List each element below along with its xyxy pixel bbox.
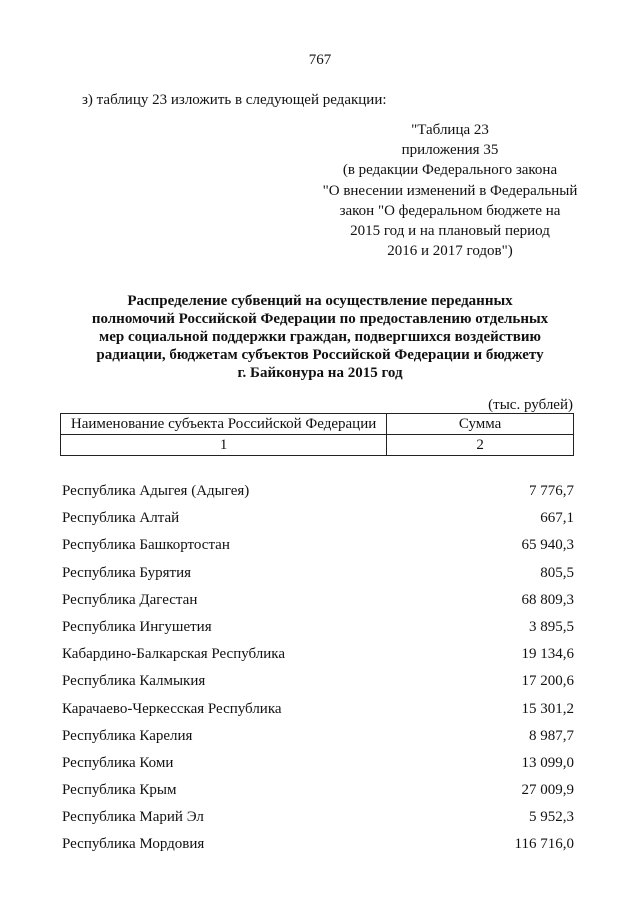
region-amount: 65 940,3 <box>521 537 574 554</box>
region-name: Республика Калмыкия <box>62 673 206 690</box>
document-title <box>40 292 600 382</box>
region-amount: 13 099,0 <box>521 754 574 771</box>
table-body <box>62 478 574 859</box>
header-row <box>61 414 574 435</box>
table-heading <box>290 120 610 261</box>
region-amount: 27 009,9 <box>521 782 574 799</box>
table-row <box>62 641 574 668</box>
column-number-2: 2 <box>387 435 574 456</box>
region-amount: 8 987,7 <box>529 727 574 744</box>
region-name: Республика Мордовия <box>62 836 205 853</box>
region-amount: 116 716,0 <box>514 836 574 853</box>
table-row <box>62 831 574 858</box>
table-row <box>62 696 574 723</box>
region-name: Республика Башкортостан <box>62 537 230 554</box>
region-name: Республика Адыгея (Адыгея) <box>62 483 250 499</box>
region-name: Республика Алтай <box>62 510 180 527</box>
table-row <box>62 587 574 614</box>
units-label: (тыс. рублей) <box>488 397 573 413</box>
heading-line: закон "О федеральном бюджете на <box>339 202 561 219</box>
title-line: полномочий Российской Федерации по предоставлению отдельных <box>91 311 549 327</box>
title-line: радиации, бюджетам субъектов Российской Федерации и бюджету <box>96 347 544 363</box>
title-line: г. Байконура на 2015 год <box>237 365 403 381</box>
heading-line: "Таблица 23 <box>411 122 489 138</box>
region-amount: 5 952,3 <box>529 809 574 826</box>
table-row <box>62 560 574 587</box>
region-amount: 7 776,7 <box>529 483 574 499</box>
heading-line: 2015 год и на плановый период <box>350 223 550 240</box>
region-amount: 3 895,5 <box>529 618 574 635</box>
table-row <box>62 723 574 750</box>
region-name: Кабардино-Балкарская Республика <box>62 646 286 663</box>
region-amount: 15 301,2 <box>521 700 574 717</box>
region-name: Республика Карелия <box>62 727 193 744</box>
intro-text: з) таблицу 23 изложить в следующей редакции: <box>82 92 387 108</box>
region-amount: 68 809,3 <box>521 591 574 608</box>
column-header-name: Наименование субъекта Российской Федерации <box>61 414 387 435</box>
region-name: Карачаево-Черкесская Республика <box>62 700 282 717</box>
table-row <box>62 804 574 831</box>
region-name: Республика Дагестан <box>62 591 198 608</box>
table-header <box>60 413 574 456</box>
column-number-row <box>61 435 574 456</box>
region-amount: 17 200,6 <box>521 673 574 690</box>
title-line: мер социальной поддержки граждан, подвергшихся воздействию <box>99 329 541 345</box>
column-header-amount: Сумма <box>387 414 574 435</box>
region-name: Республика Бурятия <box>62 564 192 581</box>
heading-line: 2016 и 2017 годов") <box>387 243 513 260</box>
heading-line: (в редакции Федерального закона <box>342 162 558 179</box>
region-amount: 667,1 <box>540 510 574 527</box>
table-row <box>62 505 574 532</box>
region-amount: 805,5 <box>540 564 574 581</box>
column-number-1: 1 <box>61 435 387 456</box>
region-name: Республика Ингушетия <box>62 618 212 635</box>
table-row <box>62 750 574 777</box>
heading-line: приложения 35 <box>401 142 499 159</box>
table-row <box>62 478 574 505</box>
page-number: 767 <box>308 52 332 68</box>
table-row <box>62 532 574 559</box>
region-name: Республика Марий Эл <box>62 809 204 826</box>
table-row <box>62 614 574 641</box>
heading-line: "О внесении изменений в Федеральный <box>322 182 578 199</box>
region-name: Республика Крым <box>62 782 177 799</box>
region-amount: 19 134,6 <box>521 646 574 663</box>
region-name: Республика Коми <box>62 754 174 771</box>
table-row <box>62 777 574 804</box>
table-row <box>62 668 574 695</box>
title-line: Распределение субвенций на осуществление переданных <box>127 293 513 309</box>
